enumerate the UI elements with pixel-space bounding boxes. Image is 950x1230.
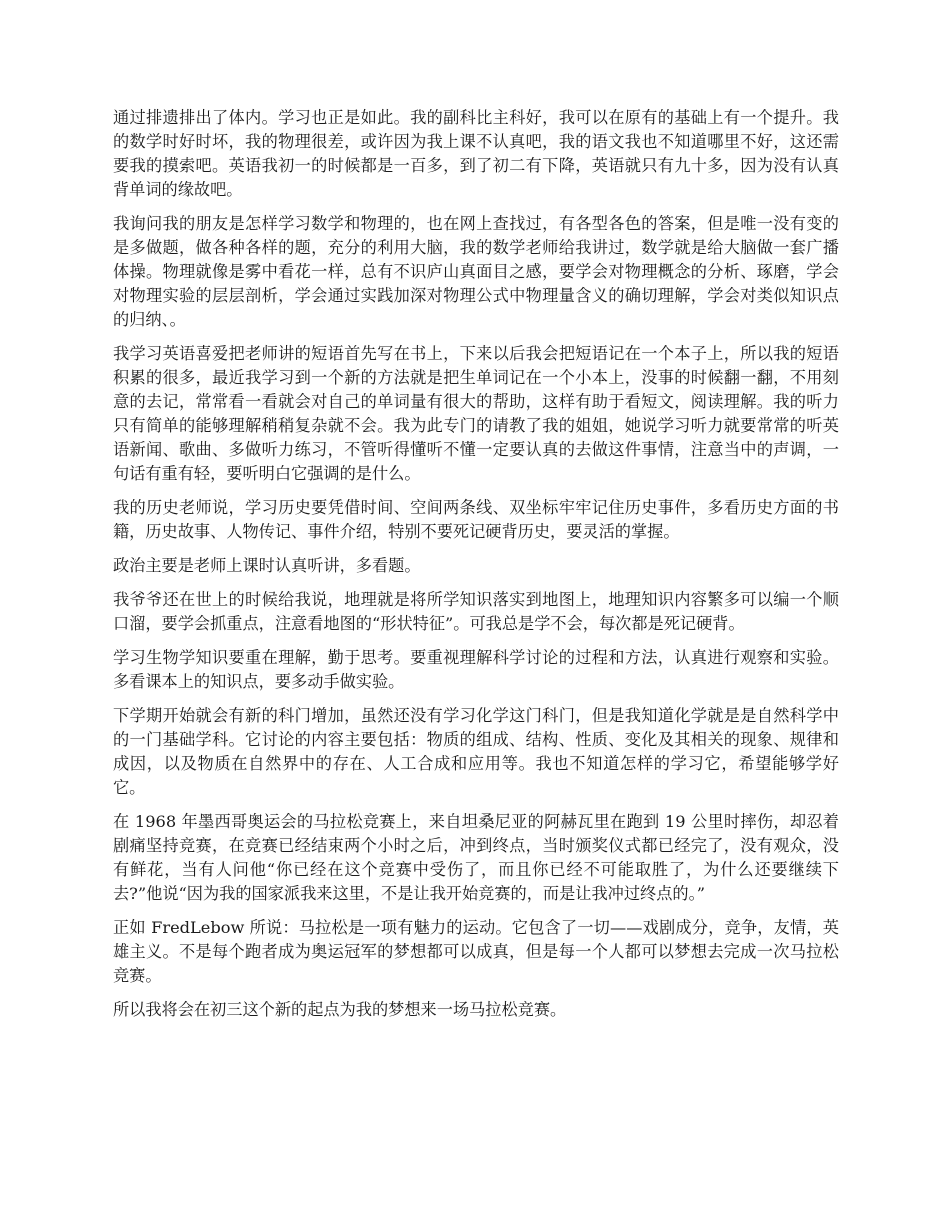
- document-body: [113, 106, 839, 1032]
- paragraph-4: 我的历史老师说，学习历史要凭借时间、空间两条线、双坐标牢牢记住历史事件，多看历史方面的书籍，历史故事、人物传记、事件介绍，特别不要死记硬背历史，要灵活的掌握。: [113, 498, 839, 541]
- paragraph-7: 学习生物学知识要重在理解，勤于思考。要重视理解科学讨论的过程和方法，认真进行观察和实验。多看课本上的知识点，要多动手做实验。: [113, 648, 839, 691]
- paragraph-9: 在 1968 年墨西哥奥运会的马拉松竞赛上，来自坦桑尼亚的阿赫瓦里在跑到 19 公里时摔伤，却忍着剧痛坚持竞赛，在竞赛已经结束两个小时之后，冲到终点，当时颁奖仪式都已经完了，没有观众，没有鲜花，当有人问他“你已经在这个竞赛中受伤了，而且你已经不可能取胜了，为什么还要继续下去?”他说“因为我的国家派我来这里，不是让我开始竞赛的，而是让我冲过终点的。”: [113, 812, 839, 903]
- paragraph-6: 我爷爷还在世上的时候给我说，地理就是将所学知识落实到地图上，地理知识内容繁多可以编一个顺口溜，要学会抓重点，注意看地图的“形状特征”。可我总是学不会，每次都是死记硬背。: [113, 590, 839, 633]
- paragraph-8: 下学期开始就会有新的科门增加，虽然还没有学习化学这门科门，但是我知道化学就是是自然科学中的一门基础学科。它讨论的内容主要包括：物质的组成、结构、性质、变化及其相关的现象、规律和成因，以及物质在自然界中的存在、人工合成和应用等。我也不知道怎样的学习它，希望能够学好它。: [113, 706, 839, 797]
- paragraph-11: 所以我将会在初三这个新的起点为我的梦想来一场马拉松竞赛。: [113, 1000, 567, 1019]
- paragraph-3: 我学习英语喜爱把老师讲的短语首先写在书上，下来以后我会把短语记在一个本子上，所以我的短语积累的很多，最近我学习到一个新的方法就是把生单词记在一个小本上，没事的时候翻一翻，不用刻意的去记，常常看一看就会对自己的单词量有很大的帮助，这样有助于看短文，阅读理解。我的听力只有简单的能够理解稍稍复杂就不会。我为此专门的请教了我的姐姐，她说学习听力就要常常的听英语新闻、歌曲、多做听力练习，不管听得懂听不懂一定要认真的去做这件事情，注意当中的声调，一句话有重有轻，要听明白它强调的是什么。: [113, 344, 839, 483]
- paragraph-5: 政治主要是老师上课时认真听讲，多看题。: [113, 556, 421, 575]
- paragraph-1: 通过排遗排出了体内。学习也正是如此。我的副科比主科好，我可以在原有的基础上有一个提升。我的数学时好时坏，我的物理很差，或许因为我上课不认真吧，我的语文我也不知道哪里不好，这还需要我的摸索吧。英语我初一的时候都是一百多，到了初二有下降，英语就只有九十多，因为没有认真背单词的缘故吧。: [113, 108, 839, 199]
- paragraph-10: 正如 FredLebow 所说：马拉松是一项有魅力的运动。它包含了一切——戏剧成分，竞争，友情，英雄主义。不是每个跑者成为奥运冠军的梦想都可以成真，但是每一个人都可以梦想去完成一次马拉松竞赛。: [113, 918, 839, 985]
- paragraph-2: 我询问我的朋友是怎样学习数学和物理的，也在网上查找过，有各型各色的答案，但是唯一没有变的是多做题，做各种各样的题，充分的利用大脑，我的数学老师给我讲过，数学就是给大脑做一套广播体操。物理就像是雾中看花一样，总有不识庐山真面目之感，要学会对物理概念的分析、琢磨，学会对物理实验的层层剖析，学会通过实践加深对物理公式中物理量含义的确切理解，学会对类似知识点的归纳、。: [113, 214, 839, 329]
